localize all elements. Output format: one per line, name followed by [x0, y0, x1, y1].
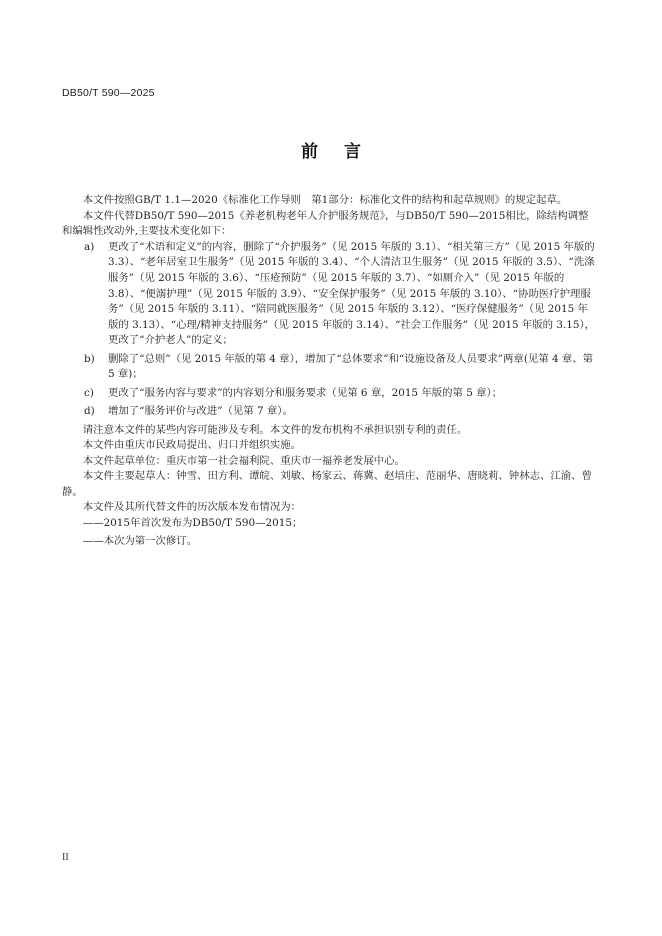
list-item — [62, 352, 598, 383]
history-intro: 本文件及其所代替文件的历次版本发布情况为： — [82, 501, 301, 514]
replacement-paragraph: 本文件代替DB50/T 590—2015《养老机构老年人介护服务规范》，与DB50/T 590—2015相比，除结构调整和编辑性改动外,主要技术变化如下： — [62, 209, 589, 238]
list-item-text: 更改了“术语和定义”的内容，删除了“介护服务”（见 2015 年版的 3.1）、“相关第三方”（见 2015 年版的 3.3）、“老年居室卫生服务”（见 2015 年版的 3.4）、“个人清洁卫生服务”（见 2015 年版的 3.5）、“洗涤服务”（见 2015 年版的 3.6）、“压疮预防”（见 2015 年版的 3.7）、“如厕介入”（见 2015 年版的 3.8）、“便溺护理”（见 2015 年版的 3.9）、“安全保护服务”（见 2015 年版的 3.10）、“协助医疗护理服务”（见 2015 年版的 3.11）、“陪同就医服务”（见 2015 年版的 3.12）、“医疗保健服务”（见 2015 年版的 3.13）、“心理/精神支持服务”（见 2015 年版的 3.14）、“社会工作服务”（见 2015 年版的 3.15），更改了“介护老人”的定义； — [108, 240, 596, 347]
proposer-statement: 本文件由重庆市民政局提出、归口并组织实施。 — [82, 439, 301, 452]
list-item-text: 删除了“总则”（见 2015 年版的第 4 章），增加了“总体要求”和“设施设备及人员要求”两章(见第 4 章、第 5 章)； — [108, 352, 594, 381]
foreword-body — [62, 193, 598, 552]
technical-changes-list — [62, 240, 598, 420]
list-item — [62, 240, 598, 349]
list-item-text: 更改了“服务内容与要求”的内容划分和服务要求（见第 6 章，2015 年版的第 5 章）； — [108, 386, 503, 399]
drafting-basis-paragraph: 本文件按照GB/T 1.1—2020《标准化工作导则 第1部分：标准化文件的结构和起草规则》的规定起草。 — [82, 194, 568, 206]
document-code: DB50/T 590—2025 — [62, 87, 155, 99]
drafting-units: 本文件起草单位：重庆市第一社会福利院、重庆市一福养老发展中心。 — [82, 454, 405, 467]
list-marker: c) — [84, 386, 94, 399]
list-item — [62, 404, 598, 420]
patent-notice: 请注意本文件的某些内容可能涉及专利。本文件的发布机构不承担识别专利的责任。 — [82, 423, 468, 436]
list-marker: a) — [84, 240, 95, 253]
list-marker: d) — [84, 405, 95, 418]
list-marker: b) — [84, 352, 95, 365]
history-entry-current: ——本次为第一次修订。 — [82, 535, 198, 548]
history-entry-2015: ——2015年首次发布为DB50/T 590—2015； — [82, 517, 303, 530]
page-number: II — [62, 852, 69, 863]
main-drafters: 本文件主要起草人：钟雪、田方利、谭皖、刘敏、杨家云、蒋冀、赵培庄、范丽华、唐晓莉、钟林志、江渝、曾静。 — [62, 470, 592, 498]
list-item — [62, 386, 598, 402]
list-item-text: 增加了“服务评价与改进”（见第 7 章）。 — [108, 405, 293, 418]
page-title: 前言 — [301, 142, 387, 162]
